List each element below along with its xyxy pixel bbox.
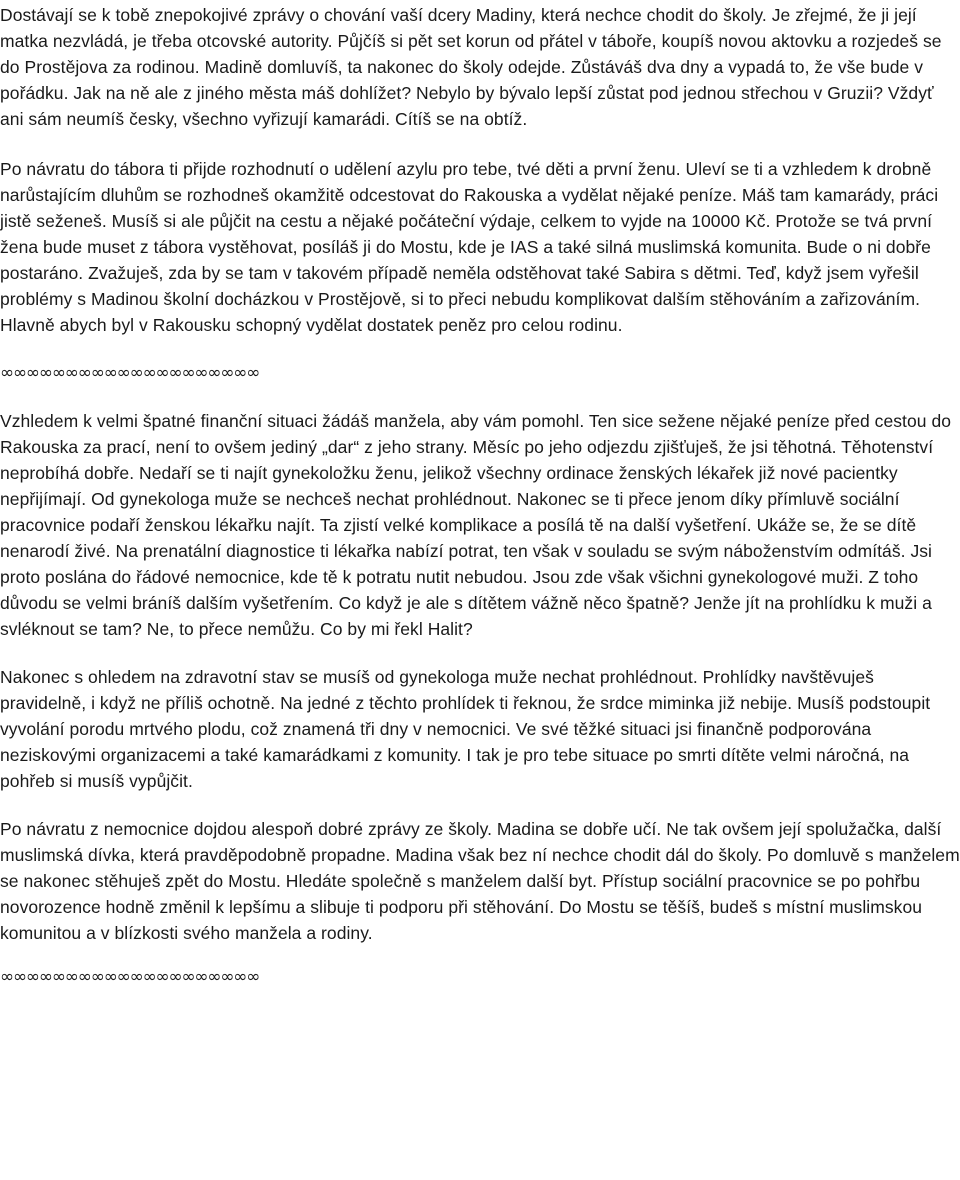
paragraph-4: Nakonec s ohledem na zdravotní stav se musíš od gynekologa muže nechat prohlédnout. Prohlídky navštěvuješ pravidelně, i když ne příliš ochotně. Na jedné z těchto prohlídek ti řeknou, že srdce miminka již nebije. Musíš podstoupit vyvolání porodu mrtvého plodu, což znamená tři dny v nemocnici. Ve své těžké situaci jsi finančně podporována neziskovými organizacemi a také kamarádkami z komunity. I tak je pro tebe situace po smrti dítěte velmi náročná, na pohřeb si musíš vypůjčit.: [0, 667, 931, 791]
paragraph-2: Po návratu do tábora ti přijde rozhodnutí o udělení azylu pro tebe, tvé děti a první ženu. Uleví se ti a vzhledem k drobně narůstajícím dluhům se rozhodneš okamžitě odcestovat do Rakouska a vydělat nějaké peníze. Máš tam kamarády, práci jistě seženeš. Musíš si ale půjčit na cestu a nějaké počáteční výdaje, celkem to vyjde na 10000 Kč. Protože se tvá první žena bude muset z tábora vystěhovat, posíláš ji do Mostu, kde je IAS a také silná muslimská komunita. Bude o ni dobře postaráno. Zvažuješ, zda by se tam v takovém případě neměla odstěhovat také Sabira s dětmi. Teď, když jsem vyřešil problémy s Madinou školní docházkou v Prostějově, si to přeci nebudu komplikovat dalším stěhováním a zařizováním. Hlavně abych byl v Rakousku schopný vydělat dostatek peněz pro celou rodinu.: [0, 159, 939, 335]
infinity-divider: ∞∞∞∞∞∞∞∞∞∞∞∞∞∞∞∞∞∞∞∞: [0, 967, 260, 987]
infinity-divider: ∞∞∞∞∞∞∞∞∞∞∞∞∞∞∞∞∞∞∞∞: [0, 363, 260, 383]
paragraph-1: Dostávají se k tobě znepokojivé zprávy o chování vaší dcery Madiny, která nechce chodit do školy. Je zřejmé, že ji její matka nezvládá, je třeba otcovské autority. Půjčíš si pět set korun od přátel v táboře, koupíš novou aktovku a rozjedeš se do Prostějova za rodinou. Madině domluvíš, ta nakonec do školy odejde. Zůstáváš dva dny a vypadá to, že vše bude v pořádku. Jak na ně ale z jiného města máš dohlížet? Nebylo by bývalo lepší zůstat pod jednou střechou v Gruzii? Vždyť ani sám neumíš česky, všechno vyřizují kamarádi. Cítíš se na obtíž.: [0, 5, 942, 129]
paragraph-3: Vzhledem k velmi špatné finanční situaci žádáš manžela, aby vám pomohl. Ten sice sežene nějaké peníze před cestou do Rakouska za prací, není to ovšem jediný „dar“ z jeho strany. Měsíc po jeho odjezdu zjišťuješ, že jsi těhotná. Těhotenství neprobíhá dobře. Nedaří se ti najít gynekoložku ženu, jelikož všechny ordinace ženských lékařek již nové pacientky nepřijímají. Od gynekologa muže se nechceš nechat prohlédnout. Nakonec se ti přece jenom díky přímluvě sociální pracovnice podaří ženskou lékařku najít. Ta zjistí velké komplikace a posílá tě na další vyšetření. Ukáže se, že se dítě nenarodí živé. Na prenatální diagnostice ti lékařka nabízí potrat, ten však v souladu se svým náboženstvím odmítáš. Jsi proto poslána do řádové nemocnice, kde tě k potratu nutit nebudou. Jsou zde však všichni gynekologové muži. Z toho důvodu se velmi bráníš dalším vyšetřením. Co když je ale s dítětem vážně něco špatně? Jenže jít na prohlídku k muži a svléknout se tam? Ne, to přece nemůžu. Co by mi řekl Halit?: [0, 411, 952, 639]
paragraph-5: Po návratu z nemocnice dojdou alespoň dobré zprávy ze školy. Madina se dobře učí. Ne tak ovšem její spolužačka, další muslimská dívka, která pravděpodobně propadne. Madina však bez ní nechce chodit dál do školy. Po domluvě s manželem se nakonec stěhuješ zpět do Mostu. Hledáte společně s manželem další byt. Přístup sociální pracovnice se po pohřbu novorozence hodně změnil k lepšímu a slibuje ti podporu při stěhování. Do Mostu se těšíš, budeš s místní muslimskou komunitou a v blízkosti svého manžela a rodiny.: [0, 819, 960, 943]
